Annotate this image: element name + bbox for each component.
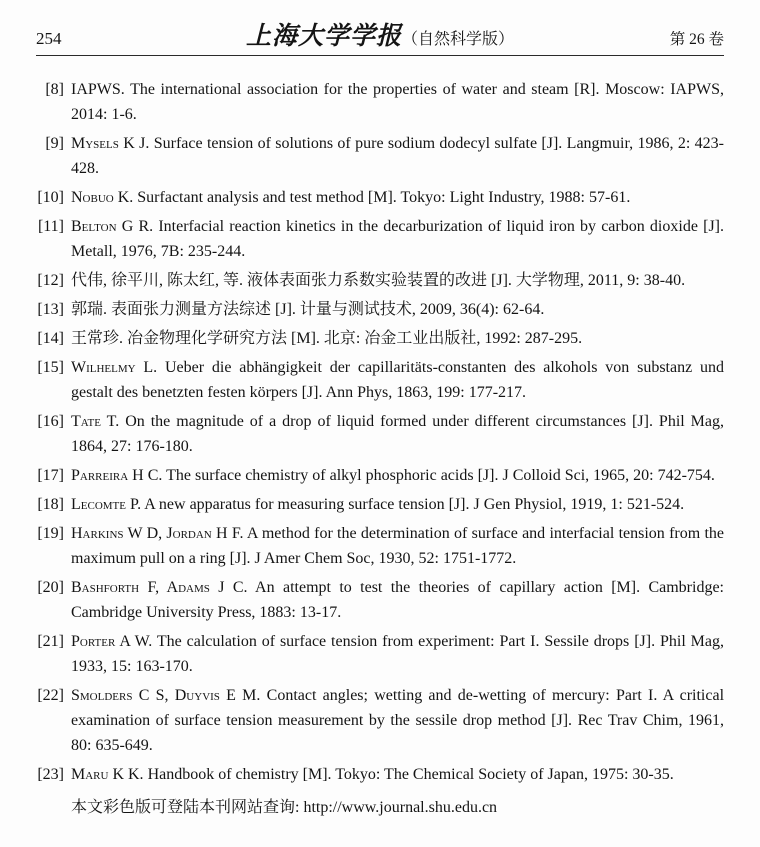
reference-label: [19]: [37, 525, 64, 542]
reference-label: [11]: [37, 218, 64, 235]
reference-label: [22]: [37, 687, 64, 704]
reference-label: [18]: [37, 496, 64, 513]
reference-item: [36, 268, 724, 293]
reference-item: [36, 575, 724, 625]
reference-label: [15]: [37, 359, 64, 376]
reference-item: [36, 683, 724, 758]
reference-label: [17]: [37, 467, 64, 484]
reference-label: [23]: [37, 766, 64, 783]
page-header: [0, 0, 760, 53]
reference-text: Smolders C S, Duyvis E M. Contact angles; wetting and de-wetting of mercury: Part I. A critical examination of surface tension measurement by the sessile drop method [J]. Rec Trav Chim, 1961, 80: 635-649.: [71, 687, 725, 754]
reference-item: [36, 131, 724, 181]
reference-text: 代伟, 徐平川, 陈太红, 等. 液体表面张力系数实验装置的改进 [J]. 大学物理, 2011, 9: 38-40.: [71, 272, 686, 289]
reference-label: [14]: [37, 330, 64, 347]
reference-label: [12]: [37, 272, 64, 289]
reference-item: [36, 185, 724, 210]
reference-text: Maru K K. Handbook of chemistry [M]. Tokyo: The Chemical Society of Japan, 1975: 30-35.: [71, 766, 674, 783]
reference-item: [36, 77, 724, 127]
reference-text: Parreira H C. The surface chemistry of alkyl phosphoric acids [J]. J Colloid Sci, 1965, 20: 742-754.: [71, 467, 715, 484]
references-list: [0, 56, 760, 787]
note-text: 本文彩色版可登陆本刊网站查询:: [71, 799, 300, 816]
reference-label: [16]: [37, 413, 64, 430]
reference-text: Belton G R. Interfacial reaction kinetics in the decarburization of liquid iron by carbon dioxide [J]. Metall, 1976, 7B: 235-244.: [71, 218, 724, 260]
reference-label: [20]: [37, 579, 64, 596]
reference-text: Bashforth F, Adams J C. An attempt to test the theories of capillary action [M]. Cambridge: Cambridge University Press, 1883: 13-17.: [71, 579, 724, 621]
journal-title-calligraphy: 上海大学学报: [245, 23, 402, 50]
reference-item: [36, 521, 724, 571]
reference-label: [13]: [37, 301, 64, 318]
reference-text: 郭瑞. 表面张力测量方法综述 [J]. 计量与测试技术, 2009, 36(4): 62-64.: [71, 301, 545, 318]
reference-item: [36, 326, 724, 351]
reference-label: [10]: [37, 189, 64, 206]
reference-text: IAPWS. The international association for the properties of water and steam [R]. Moscow: IAPWS, 2014: 1-6.: [71, 81, 724, 123]
reference-text: 王常珍. 冶金物理化学研究方法 [M]. 北京: 冶金工业出版社, 1992: 287-295.: [71, 330, 583, 347]
reference-item: [36, 463, 724, 488]
reference-text: Nobuo K. Surfactant analysis and test method [M]. Tokyo: Light Industry, 1988: 57-61.: [71, 189, 631, 206]
journal-title: [156, 24, 604, 49]
reference-item: [36, 409, 724, 459]
reference-label: [8]: [45, 81, 64, 98]
reference-label: [21]: [37, 633, 64, 650]
reference-item: [36, 762, 724, 787]
reference-label: [9]: [45, 135, 64, 152]
page-number: 254: [36, 29, 62, 48]
reference-item: [36, 297, 724, 322]
reference-text: Harkins W D, Jordan H F. A method for the determination of surface and interfacial tension from the maximum pull on a ring [J]. J Amer Chem Soc, 1930, 52: 1751-1772.: [71, 525, 724, 567]
reference-text: Wilhelmy L. Ueber die abhängigkeit der capillaritäts-constanten des alkohols von substanz und gestalt des benetzten festen körpers [J]. Ann Phys, 1863, 199: 177-217.: [71, 359, 725, 401]
reference-text: Porter A W. The calculation of surface tension from experiment: Part I. Sessile drops [J]. Phil Mag, 1933, 15: 163-170.: [71, 633, 724, 675]
color-version-note: [0, 791, 760, 820]
volume-label: 第 26 卷: [669, 30, 724, 48]
journal-website-url: http://www.journal.shu.edu.cn: [303, 799, 498, 816]
journal-subtitle: （自然科学版）: [402, 31, 515, 48]
reference-item: [36, 355, 724, 405]
reference-item: [36, 214, 724, 264]
reference-text: Mysels K J. Surface tension of solutions of pure sodium dodecyl sulfate [J]. Langmuir, 1986, 2: 423-428.: [71, 135, 724, 177]
reference-item: [36, 492, 724, 517]
reference-text: Tate T. On the magnitude of a drop of liquid formed under different circumstances [J]. Phil Mag, 1864, 27: 176-180.: [71, 413, 725, 455]
reference-item: [36, 629, 724, 679]
reference-text: Lecomte P. A new apparatus for measuring surface tension [J]. J Gen Physiol, 1919, 1: 521-524.: [71, 496, 685, 513]
